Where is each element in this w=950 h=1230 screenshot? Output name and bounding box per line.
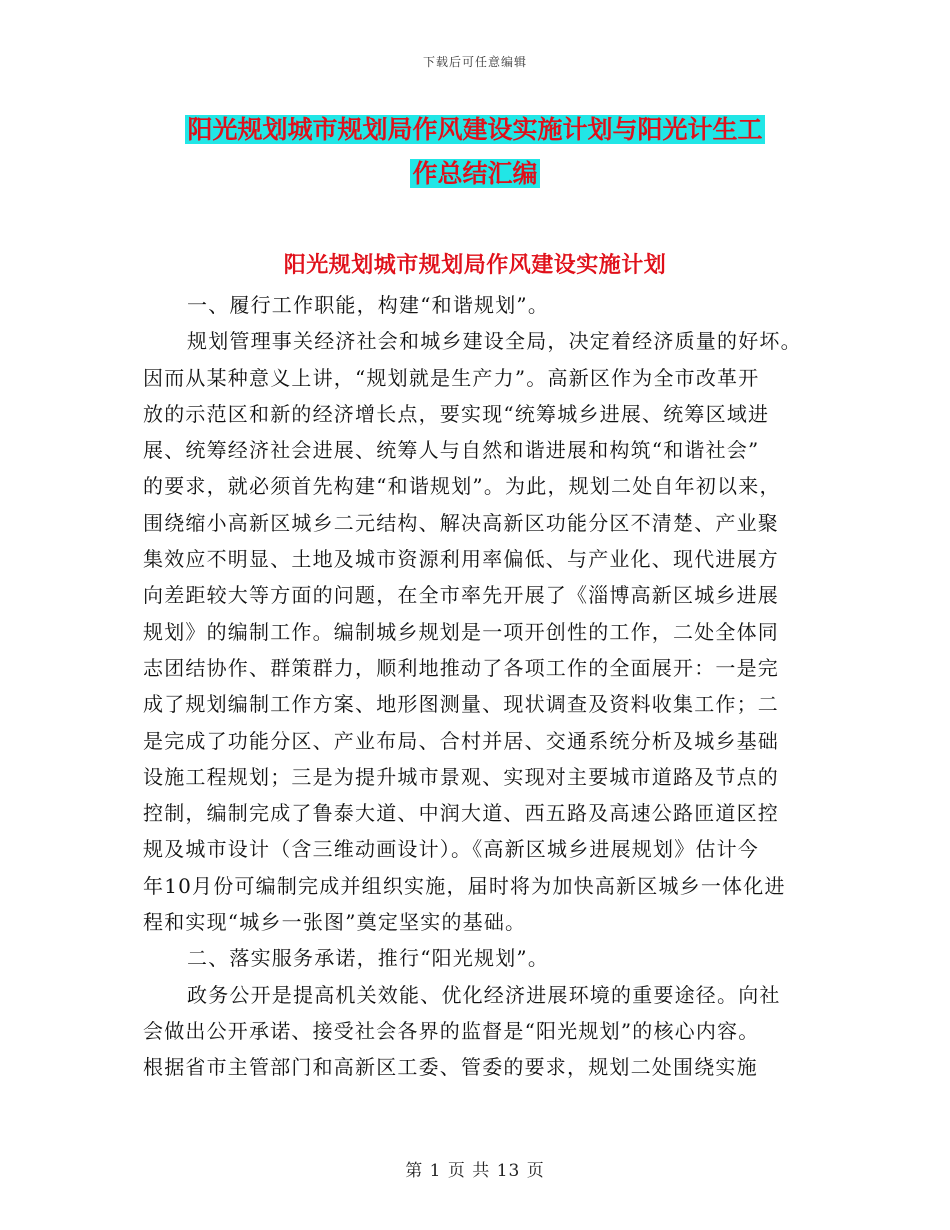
paragraph-line: 放的示范区和新的经济增长点，要实现“统筹城乡进展、统筹区域进 [143,401,770,426]
paragraph-line: 因而从某种意义上讲，“规划就是生产力”。高新区作为全市改革开 [143,365,760,390]
body-text [143,287,813,1086]
document-title-text-1: 阳光规划城市规划局作风建设实施计划与阳光计生工 [187,115,763,144]
page-number-footer: 第 1 页 共 13 页 [405,1161,545,1181]
paragraph-line: 规划》的编制工作。编制城乡规划是一项开创性的工作，二处全体同 [143,619,779,644]
paragraph-line: 设施工程规划；三是为提升城市景观、实现对主要城市道路及节点的 [143,764,779,789]
paragraph-line: 是完成了功能分区、产业布局、合村并居、交通系统分析及城乡基础 [143,728,779,753]
document-title-line-2 [0,157,950,191]
paragraph-line: 会做出公开承诺、接受社会各界的监督是“阳光规划”的核心内容。 [143,1018,760,1043]
paragraph-line: 集效应不明显、土地及城市资源利用率偏低、与产业化、现代进展方 [143,547,779,572]
section-title: 阳光规划城市规划局作风建设实施计划 [283,252,667,278]
paragraph-line: 年10月份可编制完成并组织实施，届时将为加快高新区城乡一体化进 [143,873,786,898]
header-note: 下载后可任意编辑 [422,55,527,69]
paragraph-line: 向差距较大等方面的问题，在全市率先开展了《淄博高新区城乡进展 [143,583,779,608]
paragraph-line: 志团结协作、群策群力，顺利地推动了各项工作的全面展开：一是完 [143,655,779,680]
paragraph-line: 围绕缩小高新区城乡二元结构、解决高新区功能分区不清楚、产业聚 [143,510,779,535]
document-title-line-1 [0,113,950,147]
heading-2: 二、落实服务承诺，推行“阳光规划”。 [187,946,550,971]
paragraph-line: 程和实现“城乡一张图”奠定坚实的基础。 [143,910,527,935]
document-title-text-2: 作总结汇编 [412,159,538,188]
paragraph-line: 控制，编制完成了鲁泰大道、中润大道、西五路及高速公路匝道区控 [143,801,779,826]
paragraph-line: 政务公开是提高机关效能、优化经济进展环境的重要途径。向社 [187,982,781,1007]
paragraph-line: 成了规划编制工作方案、地形图测量、现状调查及资料收集工作；二 [143,692,779,717]
paragraph-line: 根据省市主管部门和高新区工委、管委的要求，规划二处围绕实施 [143,1055,758,1080]
heading-1: 一、履行工作职能，构建“和谐规划”。 [187,293,550,317]
paragraph-line: 规及城市设计（含三维动画设计）。《高新区城乡进展规划》估计今 [143,837,759,862]
paragraph-line: 的要求，就必须首先构建“和谐规划”。为此，规划二处自年初以来， [143,474,781,499]
paragraph-line: 规划管理事关经济社会和城乡建设全局，决定着经济质量的好坏。 [187,329,802,354]
paragraph-line: 展、统筹经济社会进展、统筹人与自然和谐进展和构筑“和谐社会” [143,438,760,463]
